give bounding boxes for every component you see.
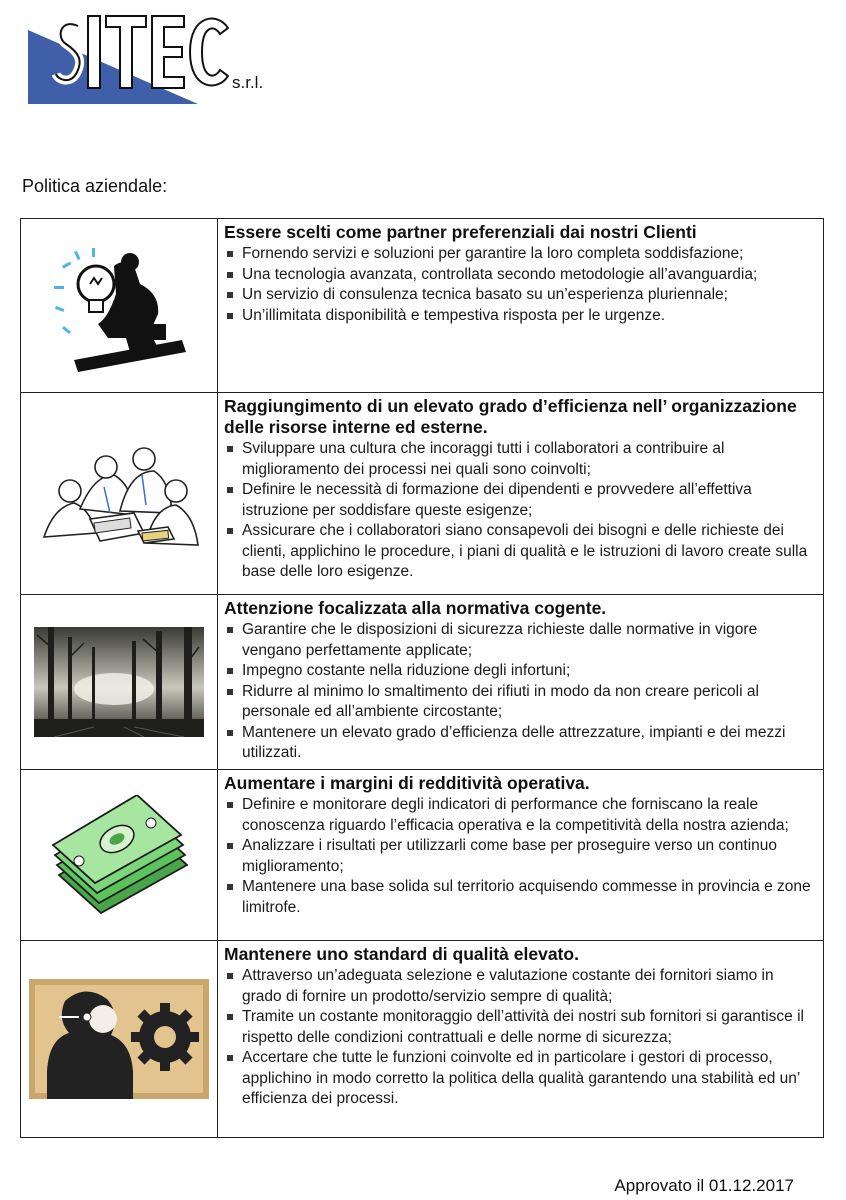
bullet-item: Definire le necessità di formazione dei dipendenti e provvedere all’effettiva istruzione per soddisfare queste esigenze; — [224, 480, 813, 521]
bullet-item: Una tecnologia avanzata, controllata secondo metodologie all’avanguardia; — [224, 265, 813, 286]
bullet-item: Accertare che tutte le funzioni coinvolte ed in particolare i gestori di processo, applichino in modo corretto la politica della qualità garantendo una stabilità ed un’ efficienza dei processi. — [224, 1048, 813, 1110]
row-title: Essere scelti come partner preferenziali dai nostri Clienti — [224, 222, 697, 242]
row-title: Raggiungimento di un elevato grado d’efficienza nell’ organizzazione delle risorse interne ed esterne. — [224, 396, 797, 437]
bullet-item: Ridurre al minimo lo smaltimento dei rifiuti in modo da non creare pericoli al personale ed all’ambiente circostante; — [224, 682, 813, 723]
policy-table — [20, 218, 824, 1138]
bullet-item: Assicurare che i collaboratori siano consapevoli dei bisogni e delle richieste dei clienti, applichino le procedure, i piani di qualità e le istruzioni di lavoro create sulla base delle loro esigenze. — [224, 521, 813, 583]
approval-date: Approvato il 01.12.2017 — [614, 1176, 794, 1195]
policy-row — [21, 219, 823, 393]
bullet-item: Impegno costante nella riduzione degli infortuni; — [224, 661, 813, 682]
section-title: Politica aziendale: — [22, 176, 168, 196]
bullet-item: Analizzare i risultati per utilizzarli come base per proseguire verso un continuo miglioramento; — [224, 836, 813, 877]
policy-row — [21, 393, 823, 595]
logo-suffix: s.r.l. — [232, 73, 264, 92]
team-meeting-icon — [21, 393, 218, 594]
policy-row — [21, 595, 823, 770]
bullet-item: Tramite un costante monitoraggio dell’attività dei nostri sub fornitori si garantisce il rispetto delle condizioni contrattuali e delle norme di sicurezza; — [224, 1007, 813, 1048]
gears-head-icon — [21, 941, 218, 1137]
bullet-item: Mantenere un elevato grado d’efficienza delle attrezzature, impianti e dei mezzi utilizzati. — [224, 723, 813, 764]
company-logo — [28, 8, 268, 108]
bullet-item: Un’illimitata disponibilità e tempestiva risposta per le urgenze. — [224, 306, 813, 327]
bullet-item: Fornendo servizi e soluzioni per garantire la loro completa soddisfazione; — [224, 244, 813, 265]
lightbulb-figure-icon — [21, 219, 218, 392]
bullet-item: Sviluppare una cultura che incoraggi tutti i collaboratori a contribuire al miglioramento dei processi nei quali sono coinvolti; — [224, 439, 813, 480]
row-title: Aumentare i margini di redditività operativa. — [224, 773, 590, 793]
bullet-item: Definire e monitorare degli indicatori di performance che forniscano la reale conoscenza riguardo l’efficacia operativa e la competitività della nostra azienda; — [224, 795, 813, 836]
bullet-item: Garantire che le disposizioni di sicurezza richieste dalle normative in vigore vengano perfettamente applicate; — [224, 620, 813, 661]
bullet-item: Un servizio di consulenza tecnica basato su un’esperienza pluriennale; — [224, 285, 813, 306]
policy-row — [21, 770, 823, 941]
row-title: Attenzione focalizzata alla normativa cogente. — [224, 598, 607, 618]
money-stack-icon — [21, 770, 218, 940]
policy-row — [21, 941, 823, 1137]
forest-photo — [21, 595, 218, 769]
bullet-item: Attraverso un’adeguata selezione e valutazione costante dei fornitori siamo in grado di fornire un prodotto/servizio sempre di qualità; — [224, 966, 813, 1007]
bullet-item: Mantenere una base solida sul territorio acquisendo commesse in provincia e zone limitrofe. — [224, 877, 813, 918]
row-title: Mantenere uno standard di qualità elevato. — [224, 944, 579, 964]
